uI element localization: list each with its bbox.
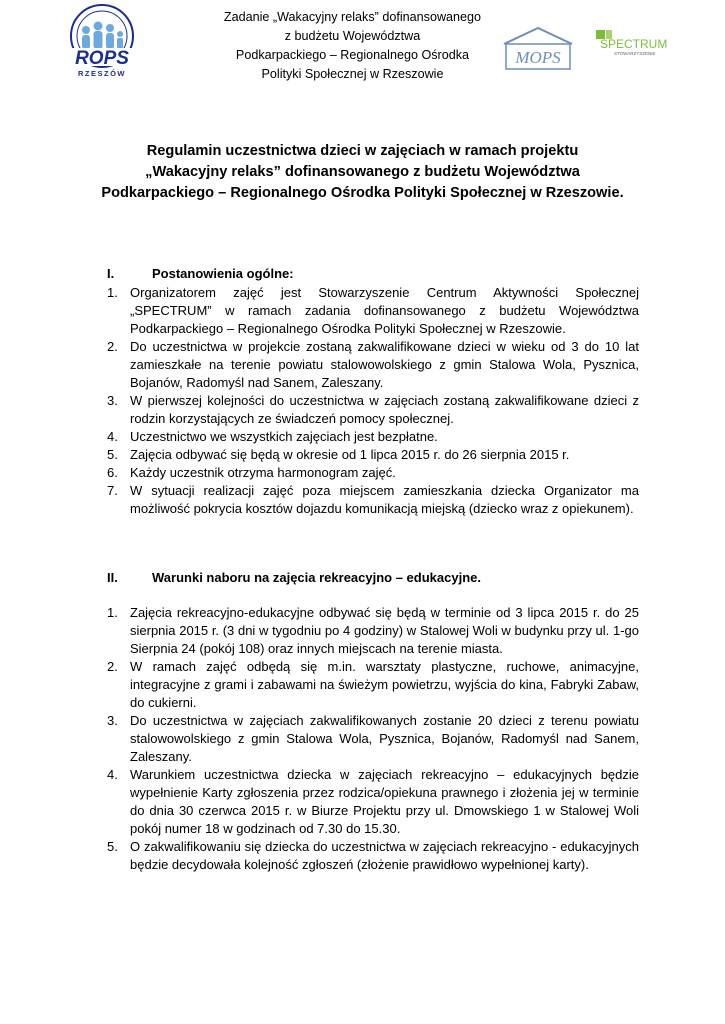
item-number: 2.: [107, 659, 118, 674]
header-line: Podkarpackiego – Regionalnego Ośrodka: [235, 48, 470, 62]
header-text: [190, 8, 515, 84]
item-number: 3.: [107, 393, 118, 408]
item-text: Zajęcia odbywać się będą w okresie od 1 lipca 2015 r. do 26 sierpnia 2015 r.: [130, 447, 570, 462]
title-line: Podkarpackiego – Regionalnego Ośrodka Polityki Społecznej w Rzeszowie.: [101, 185, 624, 201]
rops-logo-name: ROPS: [75, 48, 129, 69]
item-number: 5.: [107, 839, 118, 854]
item-number: 4.: [107, 429, 118, 444]
section-number: II.: [107, 570, 118, 585]
rops-logo: [56, 2, 148, 80]
page-header: [0, 0, 725, 100]
section-title: Postanowienia ogólne:: [152, 266, 294, 281]
item-number: 1.: [107, 605, 118, 620]
spectrum-logo-name: SPECTRUM: [600, 37, 668, 51]
section-2-heading: [107, 569, 481, 587]
title-line: „Wakacyjny relaks” dofinansowanego z budżetu Województwa: [145, 164, 580, 180]
item-text: Uczestnictwo we wszystkich zajęciach jest bezpłatne.: [130, 429, 438, 444]
item-number: 7.: [107, 483, 118, 498]
header-line: z budżetu Województwa: [284, 29, 421, 43]
list-item: [107, 604, 639, 658]
list-item: [107, 464, 639, 482]
section-2-list: [107, 604, 639, 874]
item-text: W pierwszej kolejności do uczestnictwa w zajęciach zostaną zakwalifikowane dzieci z rodzin korzystających ze świadczeń pomocy społecznej.: [130, 393, 639, 426]
list-item: [107, 284, 639, 338]
section-1-heading: [107, 265, 294, 283]
list-item: [107, 338, 639, 392]
list-item: [107, 838, 639, 874]
list-item: [107, 766, 639, 838]
list-item: [107, 392, 639, 428]
list-item: [107, 482, 639, 518]
spectrum-logo: [592, 24, 668, 60]
spectrum-logo-sub: STOWARZYSZENIE: [614, 51, 656, 56]
section-title: Warunki naboru na zajęcia rekreacyjno – edukacyjne.: [152, 570, 481, 585]
header-line: Polityki Społecznej w Rzeszowie: [261, 67, 444, 81]
item-text: Do uczestnictwa w zajęciach zakwalifikowanych zostanie 20 dzieci z terenu powiatu stalowowolskiego z gmin Stalowa Wola, Pysznica, Bojanów, Radomyśl nad Sanem, Zaleszany.: [130, 713, 639, 764]
item-number: 3.: [107, 713, 118, 728]
list-item: [107, 712, 639, 766]
rops-logo-city: RZESZÓW: [78, 69, 126, 78]
item-text: W ramach zajęć odbędą się m.in. warsztaty plastyczne, ruchowe, animacyjne, integracyjne z grami i zabawami na świeżym powietrzu, wyjścia do kina, Fabryki Zabaw, do cukierni.: [130, 659, 639, 710]
list-item: [107, 428, 639, 446]
item-number: 1.: [107, 285, 118, 300]
item-number: 5.: [107, 447, 118, 462]
title-line: Regulamin uczestnictwa dzieci w zajęciach w ramach projektu: [146, 143, 579, 159]
item-number: 6.: [107, 465, 118, 480]
section-number: I.: [107, 266, 115, 281]
mops-logo: [500, 24, 576, 72]
item-text: O zakwalifikowaniu się dziecka do uczestnictwa w zajęciach rekreacyjno - edukacyjnych będzie decydowała kolejność zgłoszeń (złożenie prawidłowo wypełnionej karty).: [130, 839, 639, 872]
item-text: Zajęcia rekreacyjno-edukacyjne odbywać się będą w terminie od 3 lipca 2015 r. do 25 sierpnia 2015 r. (3 dni w tygodniu po 4 godziny) w Stalowej Woli w budynku przy ul. 1-go Sierpnia 24 (pokój 108) oraz innych miejscach na terenie miasta.: [130, 605, 639, 656]
item-text: Do uczestnictwa w projekcie zostaną zakwalifikowane dzieci w wieku od 3 do 10 lat zamieszkałe na terenie powiatu stalowowolskiego z gmin Stalowa Wola, Pysznica, Bojanów, Radomyśl nad Sanem, Zaleszany.: [130, 339, 639, 390]
mops-logo-name: MOPS: [515, 48, 561, 67]
item-text: Każdy uczestnik otrzyma harmonogram zajęć.: [130, 465, 396, 480]
section-1-list: [107, 284, 639, 518]
item-text: W sytuacji realizacji zajęć poza miejscem zamieszkania dziecka Organizator ma możliwość pokrycia kosztów dojazdu komunikacją miejską (dziecko wraz z opiekunem).: [130, 483, 639, 516]
document-title: [60, 141, 665, 204]
item-text: Warunkiem uczestnictwa dziecka w zajęciach rekreacyjno – edukacyjnych będzie wypełnienie Karty zgłoszenia przez rodzica/opiekuna prawnego i złożenia jej w terminie do dnia 30 czerwca 2015 r. w Biurze Projektu przy ul. Dmowskiego 1 w Stalowej Woli pokój numer 18 w godzinach od 7.30 do 15.30.: [130, 767, 639, 836]
header-line: Zadanie „Wakacyjny relaks” dofinansowanego: [223, 10, 482, 24]
list-item: [107, 446, 639, 464]
item-number: 4.: [107, 767, 118, 782]
item-number: 2.: [107, 339, 118, 354]
item-text: Organizatorem zajęć jest Stowarzyszenie Centrum Aktywności Społecznej „SPECTRUM” w ramach zadania dofinansowanego z budżetu Województwa Podkarpackiego – Regionalnego Ośrodka Polityki Społecznej w Rzeszowie.: [130, 285, 639, 336]
list-item: [107, 658, 639, 712]
